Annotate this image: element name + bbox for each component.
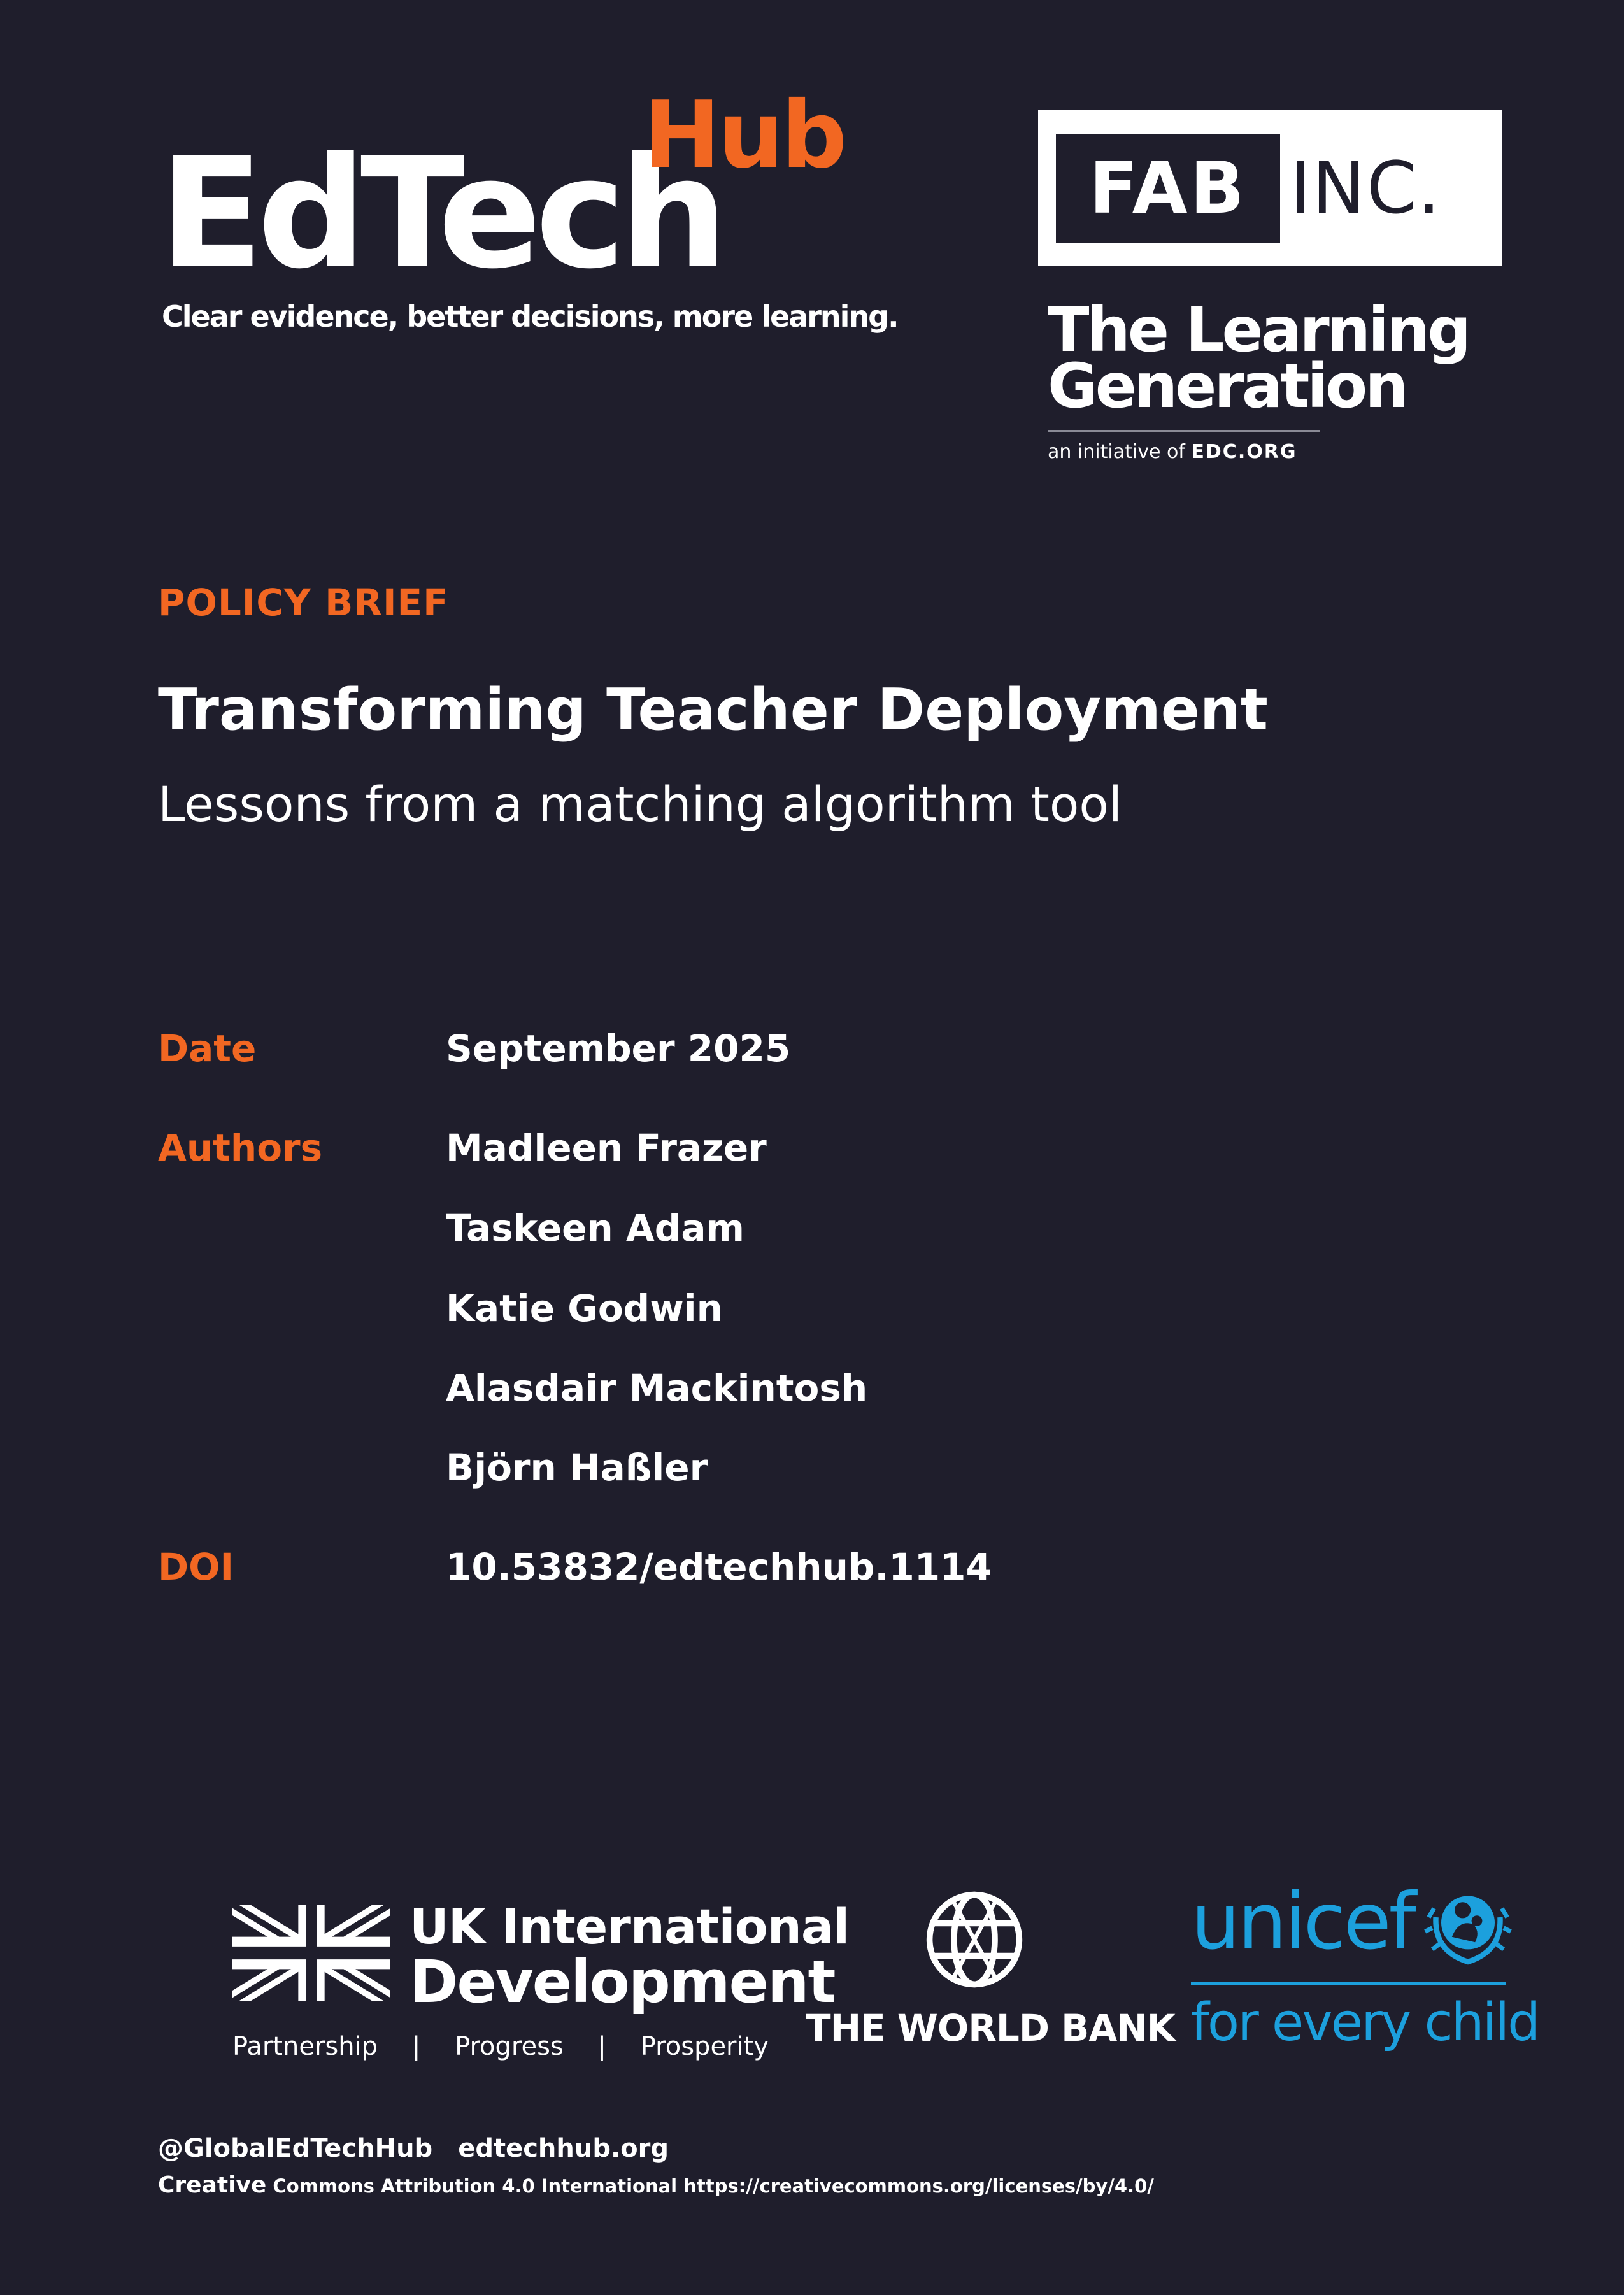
learning-generation-logo xyxy=(1048,294,1469,478)
learning-generation-line1: The Learning xyxy=(1048,294,1469,366)
fab-inc-logo xyxy=(1038,110,1502,266)
footer-license-first: Creative xyxy=(158,2172,267,2198)
fab-logo-box xyxy=(1056,134,1280,243)
learning-generation-line2: Generation xyxy=(1048,350,1406,422)
edtech-tagline: Clear evidence, better decisions, more learning. xyxy=(162,299,898,334)
edtech-logo-hub: Hub xyxy=(643,82,845,189)
author-name: Taskeen Adam xyxy=(446,1206,744,1250)
globe-icon xyxy=(923,1889,1025,1991)
edtech-logo-word: EdTech xyxy=(159,124,722,303)
unicef-rule xyxy=(1191,1982,1506,1985)
world-bank-text: THE WORLD BANK xyxy=(806,2006,1175,2050)
document-type: POLICY BRIEF xyxy=(158,581,449,624)
author-name: Björn Haßler xyxy=(446,1446,708,1489)
document-title: Transforming Teacher Deployment xyxy=(158,676,1268,743)
doi-value: 10.53832/edtechhub.1114 xyxy=(446,1545,992,1589)
footer-handle: @GlobalEdTechHub xyxy=(158,2134,433,2163)
authors-label: Authors xyxy=(158,1126,323,1169)
unicef-wordmark: unicef xyxy=(1191,1877,1414,1967)
uk-logo-tagline: Partnership | Progress | Prosperity xyxy=(232,2032,769,2061)
fab-logo-suffix: INC. xyxy=(1290,147,1442,230)
date-label: Date xyxy=(158,1027,257,1070)
footer-social xyxy=(158,2134,669,2163)
union-jack-icon xyxy=(232,1905,390,2001)
uk-logo-line1: UK International xyxy=(410,1898,850,1955)
footer-license xyxy=(158,2172,1154,2198)
world-bank-logo xyxy=(806,1889,1175,2061)
date-value: September 2025 xyxy=(446,1027,791,1070)
document-subtitle: Lessons from a matching algorithm tool xyxy=(158,776,1123,833)
uk-logo-line2: Development xyxy=(410,1948,835,2016)
unicef-logo xyxy=(1191,1877,1539,2064)
doi-label: DOI xyxy=(158,1545,234,1589)
learning-generation-rule xyxy=(1048,430,1320,432)
footer-site: edtechhub.org xyxy=(458,2134,669,2163)
author-name: Katie Godwin xyxy=(446,1287,723,1330)
learning-generation-sub: an initiative of EDC.ORG xyxy=(1048,441,1297,463)
footer-license-rest: Commons Attribution 4.0 International https://creativecommons.org/licenses/by/4.0/ xyxy=(266,2175,1154,2197)
uk-international-development-logo xyxy=(232,1898,850,2061)
fab-logo-box-text: FAB xyxy=(1089,147,1247,230)
unicef-emblem-icon xyxy=(1423,1882,1513,1971)
author-name: Alasdair Mackintosh xyxy=(446,1366,868,1410)
author-name: Madleen Frazer xyxy=(446,1126,767,1169)
unicef-tagline: for every child xyxy=(1191,1992,1539,2053)
edtech-hub-logo xyxy=(159,82,898,344)
